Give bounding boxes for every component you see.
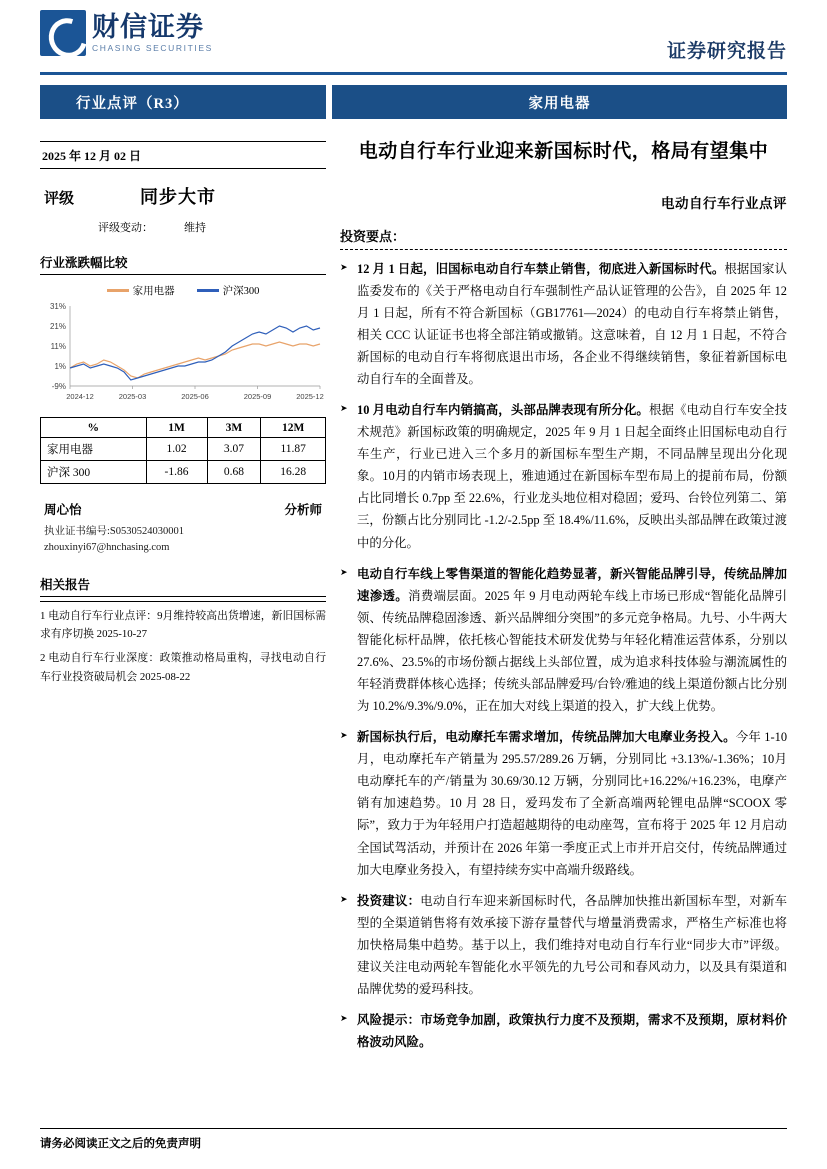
table-row <box>41 438 326 461</box>
cell-1m: 1.02 <box>146 438 207 461</box>
svg-text:11%: 11% <box>50 342 66 351</box>
legend-label-series-2: 沪深300 <box>222 286 260 297</box>
industry-performance-chart <box>40 283 326 411</box>
investment-point-body: 消费端层面。2025 年 9 月电动两轮车线上市场已形成“智能化品牌引领、传统品牌稳固渗透、新兴品牌细分突围”的多元竞争格局。九号、小牛两大智能化标杆品牌，依托核心智能技术研发优势与年轻化精准运营体系，分别以 27.6%、23.5%的市场份额占据线上头部位置，成为追求科技体验与潮流属性的年轻消费群体核心选择；传统头部品牌爱玛/台铃/雅迪的线上渠道份额占比分别为 10.2%/9.3%/9.0%，正在加大对线上渠道的投入，扩大线上优势。 <box>357 588 787 714</box>
sidebar <box>40 119 326 1062</box>
analyst-meta <box>40 524 326 557</box>
svg-text:2025-03: 2025-03 <box>118 392 147 401</box>
investment-point <box>340 563 787 718</box>
list-item[interactable]: 2 电动自行车行业深度：政策推动格局重构，寻找电动自行车行业投资破局机会 2025-08-22 <box>40 652 326 683</box>
analyst-role: 分析师 <box>284 503 322 517</box>
investment-point <box>340 399 787 554</box>
legend-swatch-series-2 <box>197 289 219 292</box>
page-subtitle: 电动自行车行业点评 <box>661 195 787 211</box>
investment-point-body: 今年 1-10 月，电动摩托车产销量为 295.57/289.26 万辆，分别同比 +3.13%/-1.36%；10月电动摩托车的产/销量为 30.69/30.12 万辆，分别同比+16.22%/+16.23%，电摩产销有加速趋势。10 月 28 日，爱玛发布了全新高端两轮锂电品牌“SCOOX 零际”，致力于为年轻用户打造超越期待的电动座驾，宣布将于 2025 年 12 月启动全国试驾活动，并预计在 2026 年第一季度正式上市并开启交付，传统品牌通过加大电摩业务投入，有望持续夯实中高端升级路线。 <box>357 730 788 877</box>
investment-point-lead: 电动自行车线上零售渠道的智能化趋势显著，新兴智能品牌引导，传统品牌加速渗透。 <box>357 566 787 603</box>
legend-swatch-series-1 <box>107 289 129 292</box>
table-header-row <box>41 418 326 438</box>
col-header-metric: % <box>41 418 147 438</box>
logo-name-en: CHASING SECURITIES <box>92 42 213 53</box>
investment-point-lead: 新国标执行后，电动摩托车需求增加，传统品牌加大电摩业务投入。 <box>357 730 736 745</box>
investment-point-lead: 12 月 1 日起，旧国标电动自行车禁止销售，彻底进入新国标时代。 <box>357 261 725 276</box>
legend-label-series-1: 家用电器 <box>132 286 175 297</box>
related-reports <box>40 575 326 686</box>
cell-3m: 3.07 <box>207 438 261 461</box>
analyst-name: 周心怡 <box>44 503 82 517</box>
title-bars <box>40 85 787 119</box>
performance-table <box>40 417 326 484</box>
chart-plot <box>40 300 326 404</box>
investment-point <box>340 726 787 881</box>
report-kind-label: 证券研究报告 <box>666 41 787 62</box>
svg-text:1%: 1% <box>54 362 66 371</box>
legend-item <box>197 283 260 298</box>
investment-points-list <box>340 258 787 1054</box>
industry-badge: 家用电器 <box>332 85 787 119</box>
table-row <box>41 461 326 484</box>
chart-legend <box>40 283 326 298</box>
analyst-certificate: 执业证书编号:S0530524030001 <box>44 526 185 537</box>
svg-text:31%: 31% <box>49 302 66 311</box>
col-header-12m: 12M <box>261 418 326 438</box>
cell-12m: 16.28 <box>261 461 326 484</box>
col-header-1m: 1M <box>146 418 207 438</box>
brand-logo <box>40 10 213 56</box>
cell-3m: 0.68 <box>207 461 261 484</box>
rating-label: 评级 <box>44 191 75 207</box>
svg-text:2024-12: 2024-12 <box>66 392 94 401</box>
row-label: 沪深 300 <box>41 461 147 484</box>
investment-point-body: 根据国家认监委发布的《关于严格电动自行车强制性产品认证管理的公告》，自 2025 年 12 月 1 日起，所有不符合新国标（GB17761—2024）的电动自行车将禁止销售，相关 CCC 认证证书也将全部注销或撤销。这意味着，自 12 月 1 日起，不符合新国标的电动自行车将彻底退出市场，各企业不得继续销售，象征着新国标电动自行车的全面普及。 <box>357 261 787 386</box>
svg-text:2025-09: 2025-09 <box>243 392 272 401</box>
investment-point-body: 根据《电动自行车安全技术规范》新国标政策的明确规定，2025 年 9 月 1 日起全面终止旧国标电动自行车生产，行业已进入三个多月的新国标车型生产期，不同品牌呈现出分化现象。10月的内销市场表现上，雅迪通过在新国标车型布局上的提前布局，份额占比同增长 0.7pp 至 22.6%，行业龙头地位相对稳固；爱玛、台铃位列第二、第三，份额占比分别同比 -1.2/-2.5pp 至 18.4%/11.6%，反映出头部品牌在政策过渡中的分化。 <box>357 403 787 550</box>
report-category-badge: 行业点评（R3） <box>40 85 326 119</box>
svg-text:2025-12: 2025-12 <box>296 392 324 401</box>
investment-point <box>340 1009 787 1053</box>
investment-point-lead: 风险提示：市场竞争加剧，政策执行力度不及预期，需求不及预期，原材料价格波动风险。 <box>357 1013 787 1050</box>
cell-12m: 11.87 <box>261 438 326 461</box>
cell-1m: -1.86 <box>146 461 207 484</box>
rating-change-row <box>40 219 326 235</box>
svg-text:21%: 21% <box>49 322 66 331</box>
page-header <box>0 0 827 70</box>
footer-disclaimer: 请务必阅读正文之后的免责声明 <box>40 1138 201 1150</box>
footer-divider <box>40 1128 787 1129</box>
logo-name-cn: 财信证券 <box>92 11 204 42</box>
rating-row <box>40 183 326 209</box>
analyst-row <box>40 500 326 518</box>
related-reports-title: 相关报告 <box>40 575 326 597</box>
investment-point-body: 电动自行车迎来新国标时代，各品牌加快推出新国标车型，对新车型的全渠道销售将有效承接下游存量替代与增量消费需求，严格生产标准也将加快格局集中趋势。基于以上，我们维持对电动自行车行业“同步大市”评级。建议关注电动两轮车智能化水平领先的九号公司和春风动力，以及具有渠道和品牌优势的爱玛科技。 <box>357 893 788 997</box>
svg-text:-9%: -9% <box>51 382 66 391</box>
logo-mark-icon <box>40 10 86 56</box>
row-label: 家用电器 <box>41 438 147 461</box>
svg-text:2025-06: 2025-06 <box>181 392 209 401</box>
header-divider <box>40 72 787 75</box>
main-content <box>340 119 787 1062</box>
related-reports-list <box>40 601 326 686</box>
rating-value: 同步大市 <box>140 187 216 207</box>
rating-change-value: 维持 <box>184 222 206 234</box>
page-title: 电动自行车行业迎来新国标时代，格局有望集中 <box>358 141 769 162</box>
chart-section-title: 行业涨跌幅比较 <box>40 253 326 275</box>
report-date: 2025 年 12 月 02 日 <box>40 141 326 169</box>
investment-point <box>340 890 787 1000</box>
investment-points-title: 投资要点： <box>340 228 406 244</box>
dashed-divider <box>340 249 787 250</box>
investment-point-lead: 10 月电动自行车内销搞高，头部品牌表现有所分化。 <box>357 403 649 418</box>
logo-text <box>92 11 213 53</box>
investment-point-lead: 投资建议： <box>357 893 421 908</box>
body-columns <box>40 119 787 1062</box>
legend-item <box>107 283 175 298</box>
rating-change-label: 评级变动： <box>98 222 153 234</box>
investment-point <box>340 258 787 390</box>
col-header-3m: 3M <box>207 418 261 438</box>
analyst-email[interactable]: zhouxinyi67@hnchasing.com <box>44 542 170 554</box>
page-footer <box>40 1128 787 1151</box>
list-item[interactable]: 1 电动自行车行业点评：9月维持较高出货增速，新旧国标需求有序切换 2025-10-27 <box>40 609 326 640</box>
